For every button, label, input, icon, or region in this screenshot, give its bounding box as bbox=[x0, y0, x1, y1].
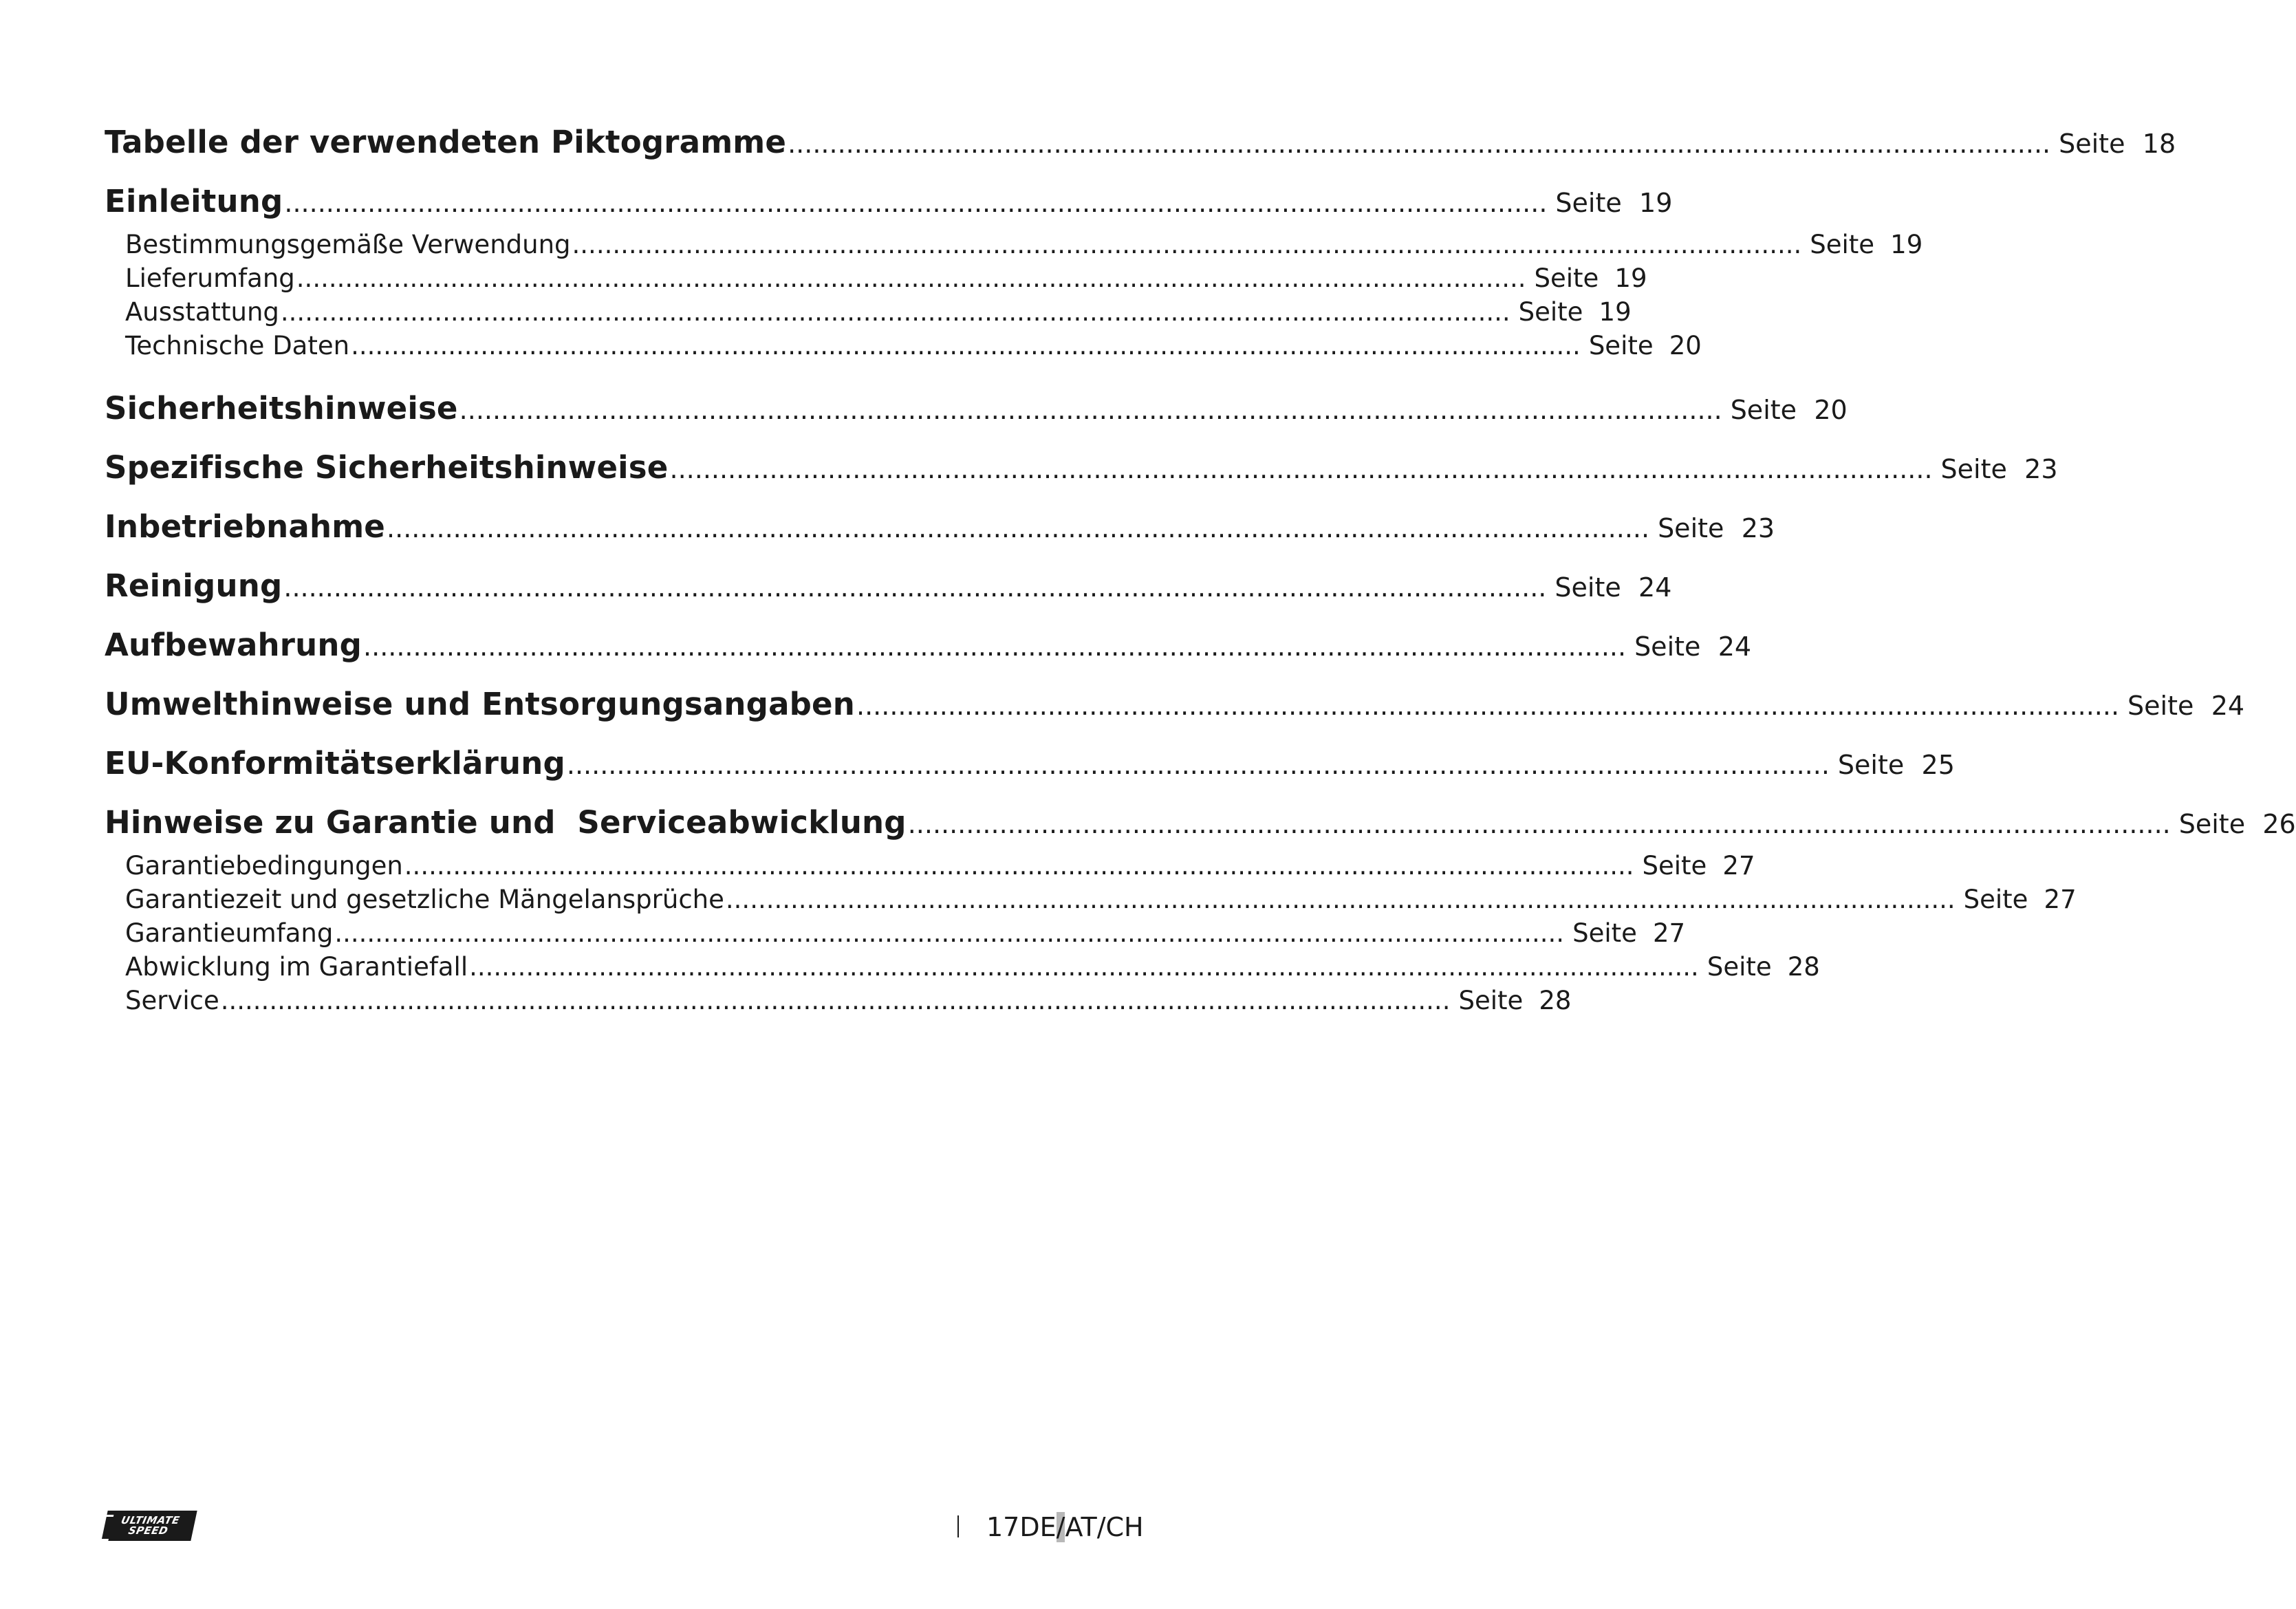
toc-entry-title: Bestimmungsgemäße Verwendung bbox=[125, 230, 571, 259]
toc-page-number: 23 bbox=[1741, 513, 1775, 543]
toc-seite-label: Seite bbox=[1810, 230, 1875, 259]
toc-entry-title: Hinweise zu Garantie und Serviceabwicklung bbox=[105, 804, 907, 841]
toc-seite-label: Seite bbox=[1458, 986, 1524, 1015]
toc-entry-sicherheitshinweise[interactable] bbox=[105, 390, 1848, 449]
toc-seite-label: Seite bbox=[1518, 297, 1583, 327]
dot-leader: ........................................................................................................................................................ bbox=[404, 851, 1634, 881]
toc-entry-title: Inbetriebnahme bbox=[105, 508, 386, 545]
toc-page-number: 20 bbox=[1814, 395, 1848, 425]
toc-page-number: 26 bbox=[2262, 809, 2296, 839]
dot-leader: ........................................................................................................................................................ bbox=[566, 750, 1830, 780]
dot-leader: ........................................................................................................................................................ bbox=[469, 952, 1699, 982]
toc-seite-label: Seite bbox=[1572, 918, 1637, 948]
toc-seite-label: Seite bbox=[1555, 188, 1622, 218]
toc-entry-title: Reinigung bbox=[105, 568, 283, 604]
dot-leader: ........................................................................................................................................................ bbox=[351, 331, 1581, 360]
toc-entry-einleitung[interactable] bbox=[105, 183, 1673, 230]
toc-entry-title: Spezifische Sicherheitshinweise bbox=[105, 449, 669, 486]
toc-page-number: 19 bbox=[1639, 188, 1673, 218]
toc-entry-title: Service bbox=[125, 986, 219, 1015]
dot-leader: ........................................................................................................................................................ bbox=[363, 631, 1627, 662]
toc-page-number: 28 bbox=[1539, 986, 1572, 1015]
lang-codes-rest: AT/CH bbox=[1065, 1512, 1144, 1542]
toc-entry-inbetriebnahme[interactable] bbox=[105, 508, 1775, 568]
page-number-region bbox=[957, 1512, 1215, 1542]
toc-page-number: 27 bbox=[1652, 918, 1686, 948]
logo-line-1: ULTIMATE bbox=[120, 1514, 181, 1526]
toc-page-number: 24 bbox=[1638, 572, 1672, 603]
table-of-contents bbox=[105, 124, 2296, 1019]
toc-entry-umwelthinweise[interactable] bbox=[105, 686, 2245, 745]
toc-subentry-garantiebedingungen[interactable] bbox=[105, 851, 1755, 885]
toc-subentry-service[interactable] bbox=[105, 986, 1572, 1019]
toc-seite-label: Seite bbox=[1555, 572, 1621, 603]
toc-seite-label: Seite bbox=[2127, 691, 2194, 721]
dot-leader: ........................................................................................................................................................ bbox=[572, 230, 1802, 259]
dot-leader: ........................................................................................................................................................ bbox=[296, 263, 1526, 293]
toc-entry-reinigung[interactable] bbox=[105, 568, 1672, 627]
toc-seite-label: Seite bbox=[2178, 809, 2246, 839]
dot-leader: ........................................................................................................................................................ bbox=[669, 454, 1933, 484]
dot-leader: ........................................................................................................................................................ bbox=[725, 885, 1956, 914]
lang-separator: / bbox=[1056, 1512, 1065, 1542]
toc-seite-label: Seite bbox=[2059, 129, 2125, 159]
toc-seite-label: Seite bbox=[1642, 851, 1707, 881]
toc-entry-title: Tabelle der verwendeten Piktogramme bbox=[105, 124, 787, 160]
toc-page-number: 18 bbox=[2142, 129, 2176, 159]
toc-seite-label: Seite bbox=[1730, 395, 1797, 425]
toc-seite-label: Seite bbox=[1963, 885, 2028, 914]
lang-code-de: DE bbox=[1019, 1512, 1057, 1542]
toc-entry-title: Lieferumfang bbox=[125, 263, 295, 293]
toc-page-number: 19 bbox=[1599, 297, 1632, 327]
dot-leader: ........................................................................................................................................................ bbox=[907, 809, 2171, 839]
toc-seite-label: Seite bbox=[1940, 454, 2007, 484]
dot-leader: ........................................................................................................................................................ bbox=[387, 513, 1650, 543]
toc-subentry-bestimmung[interactable] bbox=[105, 230, 1923, 263]
toc-subentry-ausstattung[interactable] bbox=[105, 297, 1632, 331]
toc-subentry-abwicklung[interactable] bbox=[105, 952, 1820, 986]
spacer bbox=[105, 365, 1047, 390]
dot-leader: ........................................................................................................................................................ bbox=[334, 918, 1565, 948]
dot-leader: ........................................................................................................................................................ bbox=[220, 986, 1451, 1015]
toc-page-number: 27 bbox=[2044, 885, 2077, 914]
toc-page-number: 20 bbox=[1669, 331, 1702, 360]
toc-entry-title: Garantiezeit und gesetzliche Mängelansprüche bbox=[125, 885, 724, 914]
toc-entry-title: Abwicklung im Garantiefall bbox=[125, 952, 468, 982]
toc-entry-spezifische-sicherheitshinweise[interactable] bbox=[105, 449, 2058, 508]
toc-seite-label: Seite bbox=[1658, 513, 1724, 543]
toc-entry-title: Technische Daten bbox=[125, 331, 350, 360]
toc-entry-title: Umwelthinweise und Entsorgungsangaben bbox=[105, 686, 856, 722]
toc-page-number: 23 bbox=[2024, 454, 2058, 484]
page-footer bbox=[105, 1511, 1144, 1552]
toc-seite-label: Seite bbox=[1837, 750, 1905, 780]
toc-entry-title: Sicherheitshinweise bbox=[105, 390, 458, 426]
toc-page-number: 28 bbox=[1787, 952, 1820, 982]
page-number: 17 bbox=[986, 1512, 1020, 1542]
toc-entry-eu-konformitaet[interactable] bbox=[105, 745, 1955, 804]
toc-subentry-lieferumfang[interactable] bbox=[105, 263, 1647, 297]
toc-seite-label: Seite bbox=[1588, 331, 1654, 360]
toc-subentry-garantiezeit[interactable] bbox=[105, 885, 2077, 918]
toc-entry-title: Ausstattung bbox=[125, 297, 279, 327]
dot-leader: ........................................................................................................................................................ bbox=[283, 572, 1547, 603]
toc-entry-title: Einleitung bbox=[105, 183, 283, 219]
brand-logo bbox=[101, 1511, 197, 1541]
dot-leader: ........................................................................................................................................................ bbox=[280, 297, 1510, 327]
toc-subentry-technische-daten[interactable] bbox=[105, 331, 1702, 365]
dot-leader: ........................................................................................................................................................ bbox=[788, 129, 2051, 159]
toc-page-number: 19 bbox=[1614, 263, 1647, 293]
logo-line-2: SPEED bbox=[127, 1524, 170, 1537]
divider-bar bbox=[957, 1515, 959, 1537]
toc-seite-label: Seite bbox=[1707, 952, 1772, 982]
dot-leader: ........................................................................................................................................................ bbox=[459, 395, 1722, 425]
toc-seite-label: Seite bbox=[1534, 263, 1599, 293]
toc-subentry-garantieumfang[interactable] bbox=[105, 918, 1686, 952]
toc-page-number: 25 bbox=[1921, 750, 1955, 780]
toc-entry-title: Aufbewahrung bbox=[105, 627, 362, 663]
toc-entry-piktogramme[interactable] bbox=[105, 124, 2176, 183]
toc-entry-title: EU-Konformitätserklärung bbox=[105, 745, 565, 781]
toc-page-number: 19 bbox=[1890, 230, 1923, 259]
toc-entry-title: Garantieumfang bbox=[125, 918, 334, 948]
toc-page-number: 24 bbox=[1718, 631, 1752, 662]
toc-entry-aufbewahrung[interactable] bbox=[105, 627, 1752, 686]
logo-stripe-icon bbox=[96, 1515, 113, 1541]
toc-page-number: 27 bbox=[1722, 851, 1755, 881]
toc-entry-title: Garantiebedingungen bbox=[125, 851, 403, 881]
toc-page-number: 24 bbox=[2211, 691, 2245, 721]
dot-leader: ........................................................................................................................................................ bbox=[856, 691, 2120, 721]
dot-leader: ........................................................................................................................................................ bbox=[284, 188, 1548, 218]
toc-entry-garantie-service[interactable] bbox=[105, 804, 2296, 851]
toc-seite-label: Seite bbox=[1634, 631, 1701, 662]
